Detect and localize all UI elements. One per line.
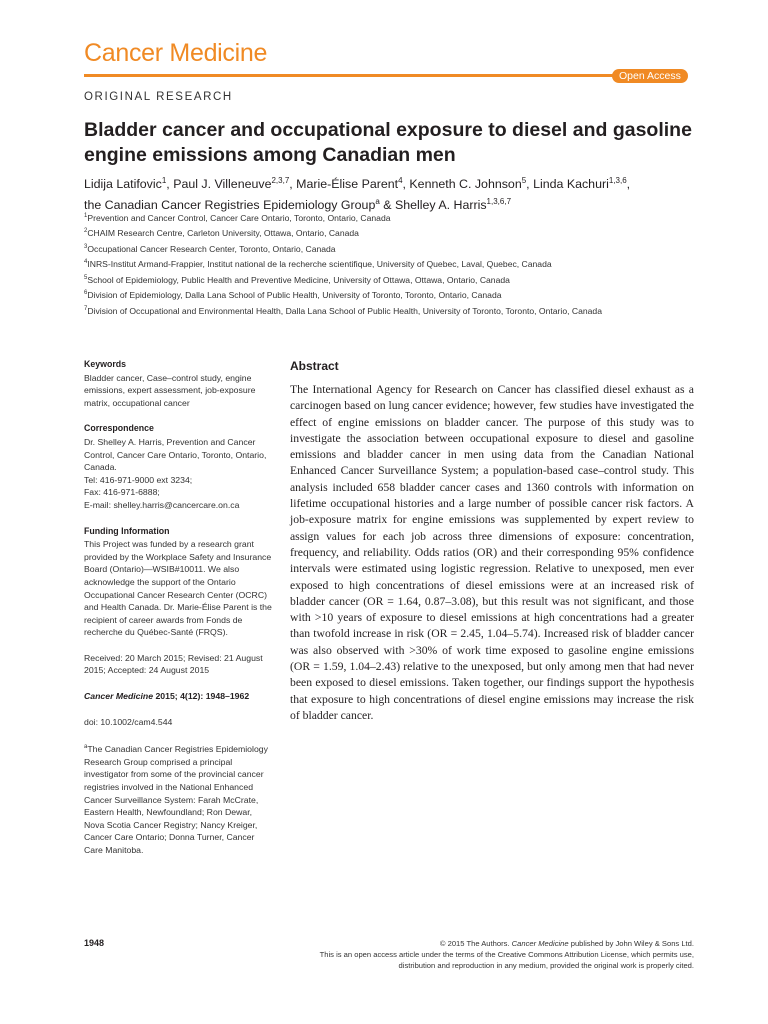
correspondence-tel: Tel: 416-971-9000 ext 3234; xyxy=(84,474,193,485)
author: Paul J. Villeneuve xyxy=(173,177,272,192)
author: Marie-Élise Parent xyxy=(296,177,399,192)
author-list: Lidija Latifovic$^1$, Paul J. Villeneuve$^{2,3,7}$, Marie-Élise Parent$^4$, Kenneth C. Johnson$^5$, Linda Kachuri$^{1,3,6}$, the Canadian Cancer Registries Epidemiology Group$^a$ & Shelley A. Harris$^{1,3,6,7}$ xyxy=(84,176,631,213)
affiliation: $^6$Division of Epidemiology, Dalla Lana School of Public Health, University of Toronto, Toronto, Ontario, Canada xyxy=(84,290,502,301)
author-affiliation-mark: 5 xyxy=(521,176,527,185)
keywords-section xyxy=(84,358,274,409)
correspondence-fax: Fax: 416-971-6888; xyxy=(84,487,160,498)
author-affiliation-mark: 2,3,7 xyxy=(271,176,290,185)
affiliation: $^3$Occupational Cancer Research Center, Toronto, Ontario, Canada xyxy=(84,243,336,254)
citation: Cancer Medicine 2015; 4(12): 1948–1962 xyxy=(84,691,250,702)
author-affiliation-mark: 1 xyxy=(161,176,167,185)
affiliation-list xyxy=(84,210,704,318)
abstract-body: The International Agency for Research on Cancer has classified diesel exhaust as a carcinogen based on lung cancer evidence; however, few studies have investigated the effect of engine emissions on bladder cancer. The purpose of this study was to investigate the association between occupational exposure to diesel and gasoline emissions and bladder cancer in men using data from the Canadian National Enhanced Cancer Surveillance System; a population-based case–control study. This analysis included 658 bladder cancer cases and 1360 controls with information on lifetime occupational histories and a large number of possible cancer risk factors. A job-exposure matrix for engine emissions was supplemented by expert review to assign values for each job across three dimensions of exposure: concentration, frequency, and reliability. Odds ratios (OR) and their corresponding 95% confidence intervals were estimated using logistic regression. Relative to unexposed, men ever exposed to high concentrations of diesel emissions were at an increased risk of bladder cancer (OR = 1.64, 0.87–3.08), but this result was not significant, and those with >10 years of exposure to diesel emissions at high concentrations had a greater than twofold increase in risk (OR = 2.45, 1.04–5.74). Increased risk of bladder cancer was also observed with >30% of work time exposed to gasoline engine emissions (OR = 1.59, 1.04–2.43) relative to the unexposed, but only among men that had never been exposed to diesel emissions. Taken together, our findings support the hypothesis that exposure to high concentrations of diesel engine emissions may increase the risk of bladder cancer. xyxy=(290,383,694,722)
keywords-heading: Keywords xyxy=(84,359,127,369)
author: the Canadian Cancer Registries Epidemiology Group xyxy=(84,198,376,213)
author-affiliation-mark: a xyxy=(375,197,380,207)
funding-section xyxy=(84,525,274,639)
funding-text: This Project was funded by a research grant provided by the Workplace Safety and Insurance Board (Ontario)—WSIB#10011. We also acknowledge the support of the Ontario Occupational Cancer Research Center (OCRC) and Health Canada. Dr. Marie-Élise Parent is the recipient of career awards from Fonds de recherche du Québec-Santé (FRQS). xyxy=(84,539,272,638)
article-title: Bladder cancer and occupational exposure to diesel and gasoline engine emissions among Canadian men xyxy=(84,119,692,166)
article-sidebar xyxy=(84,358,274,856)
author: Lidija Latifovic xyxy=(84,177,162,192)
doi[interactable]: doi: 10.1002/cam4.544 xyxy=(84,716,173,727)
author: Linda Kachuri xyxy=(533,177,609,192)
author: Kenneth C. Johnson xyxy=(409,177,522,192)
license-line: This is an open access article under the terms of the Creative Commons Attribution License, which permits use, xyxy=(319,950,694,960)
open-access-badge: Open Access xyxy=(612,69,688,83)
page-number: 1948 xyxy=(84,938,105,948)
journal-name: Cancer Medicine xyxy=(84,39,268,67)
section-label: ORIGINAL RESEARCH xyxy=(84,91,233,103)
copyright-line: © 2015 The Authors. Cancer Medicine published by John Wiley & Sons Ltd. xyxy=(439,939,694,948)
license-line: distribution and reproduction in any medium, provided the original work is properly cited. xyxy=(398,961,694,971)
affiliation: $^1$Prevention and Cancer Control, Cancer Care Ontario, Toronto, Ontario, Canada xyxy=(84,212,391,223)
affiliation: $^2$CHAIM Research Centre, Carleton University, Ottawa, Ontario, Canada xyxy=(84,228,359,239)
affiliation: $^7$Division of Occupational and Environmental Health, Dalla Lana School of Public Health, University of Toronto, Toronto, Ontario, Canada xyxy=(84,305,602,316)
footnote: $^a$The Canadian Cancer Registries Epidemiology Research Group comprised a principal investigator from some of the provincial cancer registries involved in the National Enhanced Cancer Surveillance System: Farah McCrate, Eastern Health, Newfoundland; Ron Dewar, Nova Scotia Cancer Registry; Nancy Kreiger, Cancer Care Ontario; Donna Turner, Cancer Care Manitoba. xyxy=(84,744,268,855)
article-dates: Received: 20 March 2015; Revised: 21 August 2015; Accepted: 24 August 2015 xyxy=(84,652,263,676)
abstract-heading: Abstract xyxy=(290,359,339,373)
author-affiliation-mark: 1,3,6,7 xyxy=(486,197,512,207)
affiliation: $^5$School of Epidemiology, Public Health and Preventive Medicine, University of Ottawa, Ottawa, Ontario, Canada xyxy=(84,274,510,285)
correspondence-address: Dr. Shelley A. Harris, Prevention and Cancer Control, Cancer Care Ontario, Toronto, Ontario, Canada. xyxy=(84,436,267,473)
author-affiliation-mark: 1,3,6 xyxy=(608,176,627,185)
keywords-text: Bladder cancer, Case–control study, engine emissions, expert assessment, job-exposure matrix, occupational cancer xyxy=(84,372,256,408)
author-affiliation-mark: 4 xyxy=(398,176,403,185)
header-rule xyxy=(84,74,614,77)
funding-heading: Funding Information xyxy=(84,525,170,536)
correspondence-email[interactable]: E-mail: shelley.harris@cancercare.on.ca xyxy=(84,499,240,510)
correspondence-heading: Correspondence xyxy=(84,423,154,434)
footer-license xyxy=(280,938,694,972)
author: Shelley A. Harris xyxy=(394,198,487,213)
affiliation: $^4$INRS-Institut Armand-Frappier, Institut national de la recherche scientifique, University of Quebec, Laval, Quebec, Canada xyxy=(84,259,552,270)
correspondence-section xyxy=(84,422,274,511)
